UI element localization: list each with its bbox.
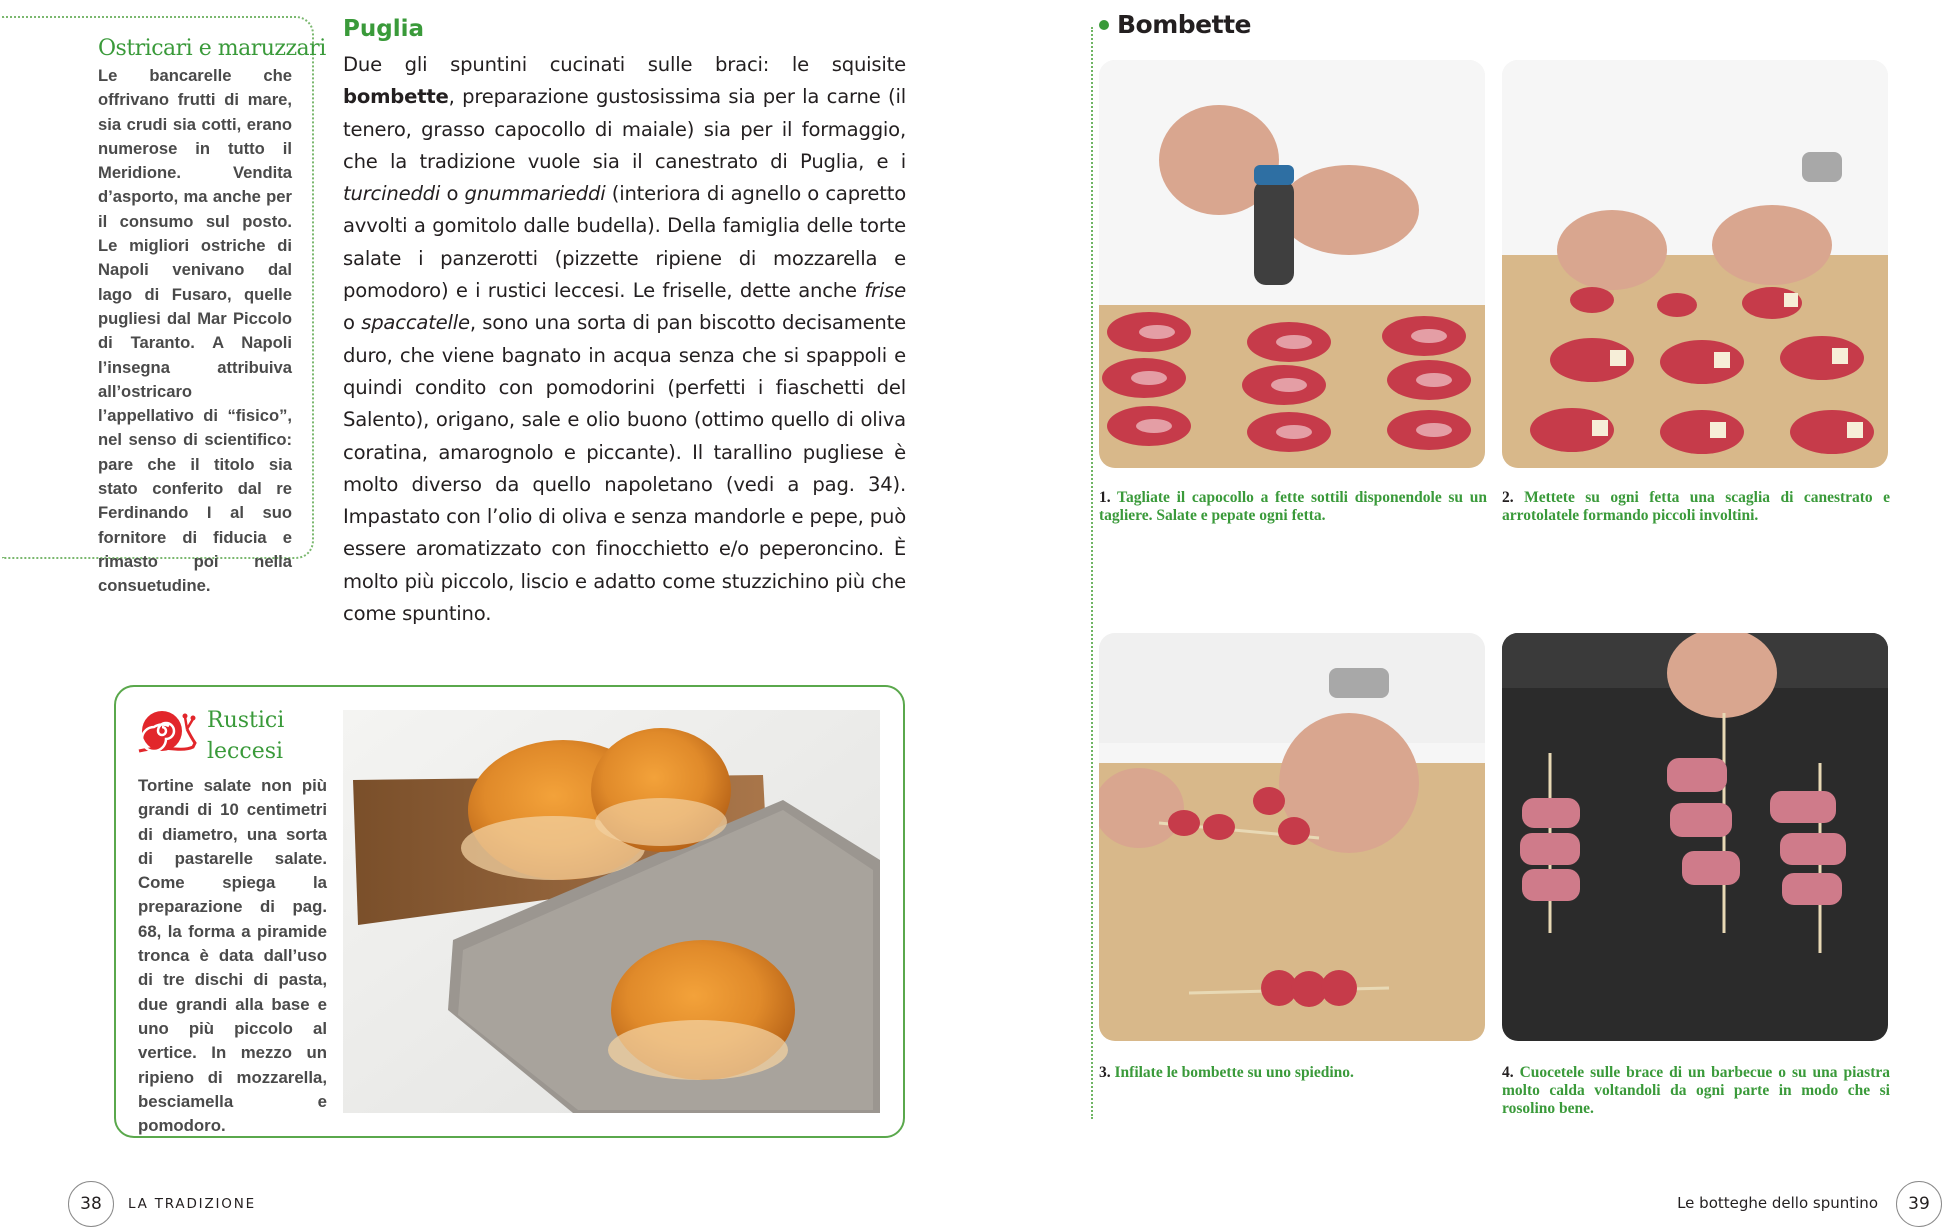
dotted-divider bbox=[1091, 27, 1093, 1119]
step-3-photo bbox=[1099, 633, 1485, 1041]
recipe-title: Bombette bbox=[1117, 10, 1251, 39]
keyword-bombette: bombette bbox=[343, 85, 449, 109]
snail-icon bbox=[135, 707, 199, 757]
footer-section-left: LA TRADIZIONE bbox=[128, 1196, 256, 1212]
step-4-caption: 4. Cuocetele sulle brace di un barbecue o su una piastra molto calda voltandoli da ogni parte in modo che si rosolino bene. bbox=[1502, 1064, 1890, 1117]
article-title: Puglia bbox=[343, 16, 424, 42]
page-number-right: 39 bbox=[1896, 1181, 1942, 1227]
rustici-photo bbox=[343, 710, 880, 1113]
rustici-title: Rustici leccesi bbox=[207, 708, 285, 764]
step-1-photo bbox=[1099, 60, 1485, 468]
bullet-dot bbox=[1099, 20, 1109, 30]
article-body: Due gli spuntini cucinati sulle braci: le squisite bombette, preparazione gustosissima sia per la carne (il tenero, grasso capocollo di maiale) sia per il formaggio, che la tradizione vuole sia il canestrato di Puglia, e i turcineddi o gnummarieddi (interiora di agnello o capretto avvolti a gomitolo dalle budella). Della famiglia delle torte salate i panzerotti (pizzette ripiene di mozzarella e pomodoro) e i rustici leccesi. Le friselle, dette anche frise o spaccatelle, sono una sorta di pan biscotto decisamente duro, che viene bagnato in acqua senza che si spappoli e quindi condito con pomodorini (perfetti i fiaschetti del Salento), origano, sale e olio buono (ottimo quello di oliva coratina, amarognolo e piccante). Il tarallino pugliese è molto diverso da quello napoletano (vedi a pag. 34). Impastato con l’olio di oliva e senza mandorle e pepe, può essere aromatizzato con finocchietto e/o peperoncino. È molto più piccolo, liscio e adatto come stuzzichino più che come spuntino. bbox=[343, 53, 906, 626]
step-2-caption: 2. Mettete su ogni fetta una scaglia di canestrato e arrotolatele formando piccoli involtini. bbox=[1502, 489, 1891, 524]
footer-section-right: Le botteghe dello spuntino bbox=[1677, 1194, 1878, 1212]
step-1-caption: 1. Tagliate il capocollo a fette sottili disponendole su un tagliere. Salate e pepate ogni fetta. bbox=[1099, 489, 1487, 524]
step-4-photo bbox=[1502, 633, 1888, 1041]
sidebar-title: Ostricari e maruzzari bbox=[98, 36, 326, 61]
step-3-caption: 3. Infilate le bombette su uno spiedino. bbox=[1099, 1064, 1354, 1081]
rustici-text: Tortine salate non più grandi di 10 centimetri di diametro, una sorta di pastarelle salate. Come spiega la preparazione di pag. 68, la forma a piramide tronca è data dall’uso di tre dischi di pasta, due grandi alla base e uno più piccolo al vertice. In mezzo un ripieno di mozzarella, besciamella e pomodoro. bbox=[138, 776, 327, 1136]
sidebar-text: Le bancarelle che offrivano frutti di mare, sia crudi sia cotti, erano numerose in tutto il Meridione. Vendita d’asporto, ma anche per il consumo sul posto. Le migliori ostriche di Napoli venivano dal lago di Fusaro, quelle pugliesi dal Mar Piccolo di Taranto. A Napoli l’insegna attribuiva all’ostricaro l’appellativo di “fisico”, nel senso di scientifico: pare che il titolo sia stato conferito dal re Ferdinando I al suo fornitore di fiducia e rimasto poi nella consuetudine. bbox=[98, 66, 292, 596]
step-2-photo bbox=[1502, 60, 1888, 468]
page-number-left: 38 bbox=[68, 1181, 114, 1227]
